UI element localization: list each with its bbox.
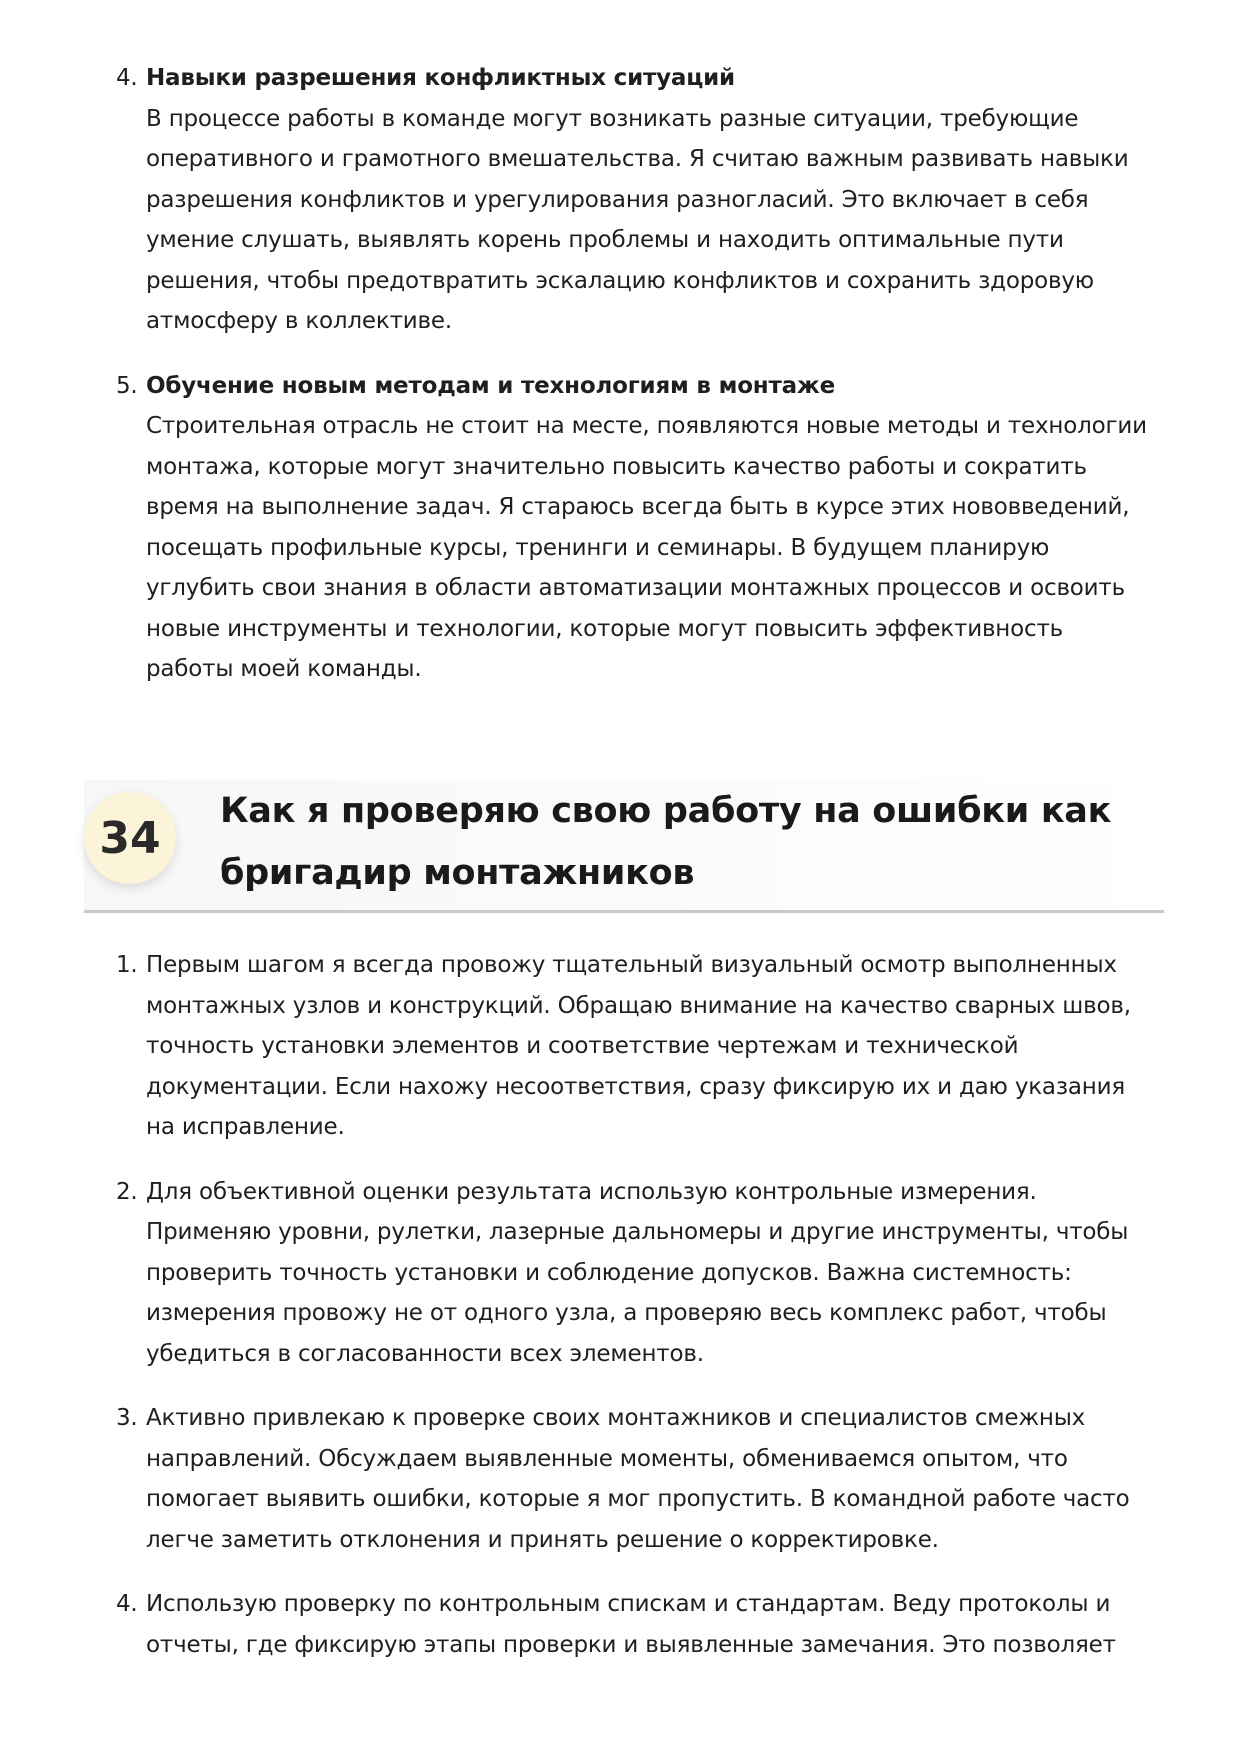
list-item-title: Обучение новым методам и технологиям в монтаже <box>146 372 836 399</box>
list-item-number: 2. <box>116 1178 138 1205</box>
list-item-number: 1. <box>116 952 138 978</box>
list-item-text: Для объективной оценки результата использую контрольные измерения. Применяю уровни, рулетки, лазерные дальномеры и другие инструменты, чтобы проверить точность установки и соблюдение допусков. Важна системность: измерения провожу не от одного узла, а проверяю весь комплекс работ, чтобы убедиться в согласованности всех элементов. <box>146 1178 1129 1367</box>
list-item-text: В процессе работы в команде могут возникать разные ситуации, требующие оперативного и грамотного вмешательства. Я считаю важным развивать навыки разрешения конфликтов и урегулирования разногласий. Это включает в себя умение слушать, выявлять корень проблемы и находить оптимальные пути решения, чтобы предотвратить эскалацию конфликтов и сохранить здоровую атмосферу в коллективе. <box>146 105 1129 334</box>
section-number-badge: 34 <box>84 792 176 884</box>
list-item <box>116 366 1156 690</box>
section-header <box>84 780 1164 913</box>
top-numbered-list <box>116 58 1156 714</box>
list-item-number: 4. <box>116 65 138 91</box>
section-title: Как я проверяю свою работу на ошибки как бригадир монтажников <box>220 791 1112 893</box>
list-item <box>116 1398 1156 1560</box>
list-item <box>116 58 1156 342</box>
bottom-numbered-list <box>116 945 1156 1689</box>
list-item <box>116 1584 1156 1665</box>
list-item-text: Строительная отрасль не стоит на месте, появляются новые методы и технологии монтажа, которые могут значительно повысить качество работы и сократить время на выполнение задач. Я стараюсь всегда быть в курсе этих нововведений, посещать профильные курсы, тренинги и семинары. В будущем планирую углубить свои знания в области автоматизации монтажных процессов и освоить новые инструменты и технологии, которые могут повысить эффективность работы моей команды. <box>146 413 1147 682</box>
list-item-text: Активно привлекаю к проверке своих монтажников и специалистов смежных направлений. Обсуждаем выявленные моменты, обмениваемся опытом, что помогает выявить ошибки, которые я мог пропустить. В командной работе часто легче заметить отклонения и принять решение о корректировке. <box>146 1405 1130 1553</box>
list-item <box>116 1172 1156 1375</box>
list-item-text: Первым шагом я всегда провожу тщательный визуальный осмотр выполненных монтажных узлов и конструкций. Обращаю внимание на качество сварных швов, точность установки элементов и соответствие чертежам и технической документации. Если нахожу несоответствия, сразу фиксирую их и даю указания на исправление. <box>146 952 1131 1140</box>
list-item-title: Навыки разрешения конфликтных ситуаций <box>146 65 735 91</box>
list-item-number: 4. <box>116 1591 138 1617</box>
list-item-number: 3. <box>116 1405 138 1431</box>
list-item-number: 5. <box>116 372 138 399</box>
list-item-text: Использую проверку по контрольным спискам и стандартам. Веду протоколы и отчеты, где фиксирую этапы проверки и выявленные замечания. Это позволяет <box>146 1591 1116 1658</box>
list-item <box>116 945 1156 1148</box>
